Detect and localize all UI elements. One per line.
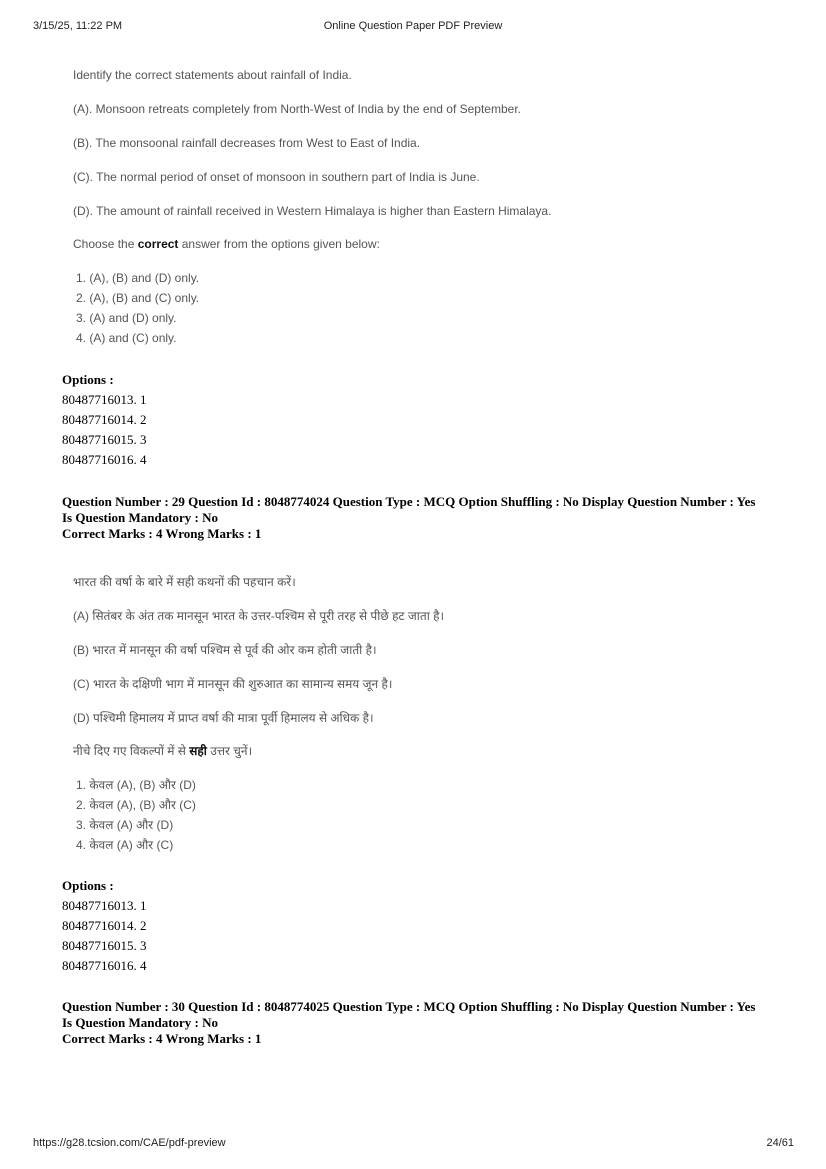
option-item: 80487716013. 1 xyxy=(62,392,147,407)
question-mandatory: Is Question Mandatory : No xyxy=(62,1015,219,1030)
option-item: 80487716015. 3 xyxy=(62,938,147,953)
print-url: https://g28.tcsion.com/CAE/pdf-preview xyxy=(33,1137,226,1149)
option-item: 80487716013. 1 xyxy=(62,898,147,913)
choose-instruction: नीचे दिए गए विकल्पों में से सही उत्तर चुनें। xyxy=(73,744,253,758)
question-marks: Correct Marks : 4 Wrong Marks : 1 xyxy=(62,1031,262,1046)
statement-c: (C) भारत के दक्षिणी भाग में मानसून की शुरुआत का सामान्य समय जून है। xyxy=(73,677,393,691)
statement-d: (D) पश्चिमी हिमालय में प्राप्त वर्षा की मात्रा पूर्वी हिमालय से अधिक है। xyxy=(73,711,374,725)
statement-b: (B) भारत में मानसून की वर्षा पश्चिम से पूर्व की ओर कम होती जाती है। xyxy=(73,643,377,657)
print-header xyxy=(0,20,826,36)
choice-4: 4. (A) and (C) only. xyxy=(76,331,177,345)
choice-2: 2. केवल (A), (B) और (C) xyxy=(76,798,196,812)
print-footer xyxy=(0,1137,826,1153)
question-meta xyxy=(62,494,782,542)
options-list xyxy=(62,876,147,976)
question-stem: भारत की वर्षा के बारे में सही कथनों की पहचान करें। xyxy=(73,575,296,589)
question-mandatory: Is Question Mandatory : No xyxy=(62,510,219,525)
choice-1: 1. केवल (A), (B) और (D) xyxy=(76,778,196,792)
print-datetime: 3/15/25, 11:22 PM xyxy=(33,20,123,32)
option-item: 80487716016. 4 xyxy=(62,958,147,973)
choice-2: 2. (A), (B) and (C) only. xyxy=(76,291,200,305)
option-item: 80487716016. 4 xyxy=(62,452,147,467)
choice-1: 1. (A), (B) and (D) only. xyxy=(76,271,200,285)
question-image-english xyxy=(73,68,693,348)
choose-instruction: Choose the correct answer from the options given below: xyxy=(73,237,380,251)
question-marks: Correct Marks : 4 Wrong Marks : 1 xyxy=(62,526,262,541)
option-item: 80487716014. 2 xyxy=(62,412,147,427)
option-item: 80487716015. 3 xyxy=(62,432,147,447)
question-meta-line: Question Number : 29 Question Id : 8048774024 Question Type : MCQ Option Shuffling : No Display Question Number : Yes xyxy=(62,494,756,509)
choice-3: 3. केवल (A) और (D) xyxy=(76,818,174,832)
question-stem: Identify the correct statements about rainfall of India. xyxy=(73,68,352,82)
statement-c: (C). The normal period of onset of monsoon in southern part of India is June. xyxy=(73,170,480,184)
options-label: Options : xyxy=(62,372,114,387)
statement-d: (D). The amount of rainfall received in Western Himalaya is higher than Eastern Himalaya. xyxy=(73,204,552,218)
statement-a: (A). Monsoon retreats completely from North-West of India by the end of September. xyxy=(73,102,521,116)
question-image-hindi xyxy=(73,573,693,853)
question-meta-line: Question Number : 30 Question Id : 8048774025 Question Type : MCQ Option Shuffling : No Display Question Number : Yes xyxy=(62,999,756,1014)
print-title: Online Question Paper PDF Preview xyxy=(323,20,503,32)
statement-a: (A) सितंबर के अंत तक मानसून भारत के उत्तर-पश्चिम से पूरी तरह से पीछे हट जाता है। xyxy=(73,609,445,623)
question-meta xyxy=(62,999,782,1047)
statement-b: (B). The monsoonal rainfall decreases from West to East of India. xyxy=(73,136,421,150)
options-label: Options : xyxy=(62,878,114,893)
choice-3: 3. (A) and (D) only. xyxy=(76,311,177,325)
options-list xyxy=(62,370,147,470)
choice-4: 4. केवल (A) और (C) xyxy=(76,838,174,852)
option-item: 80487716014. 2 xyxy=(62,918,147,933)
page-number: 24/61 xyxy=(766,1137,794,1149)
